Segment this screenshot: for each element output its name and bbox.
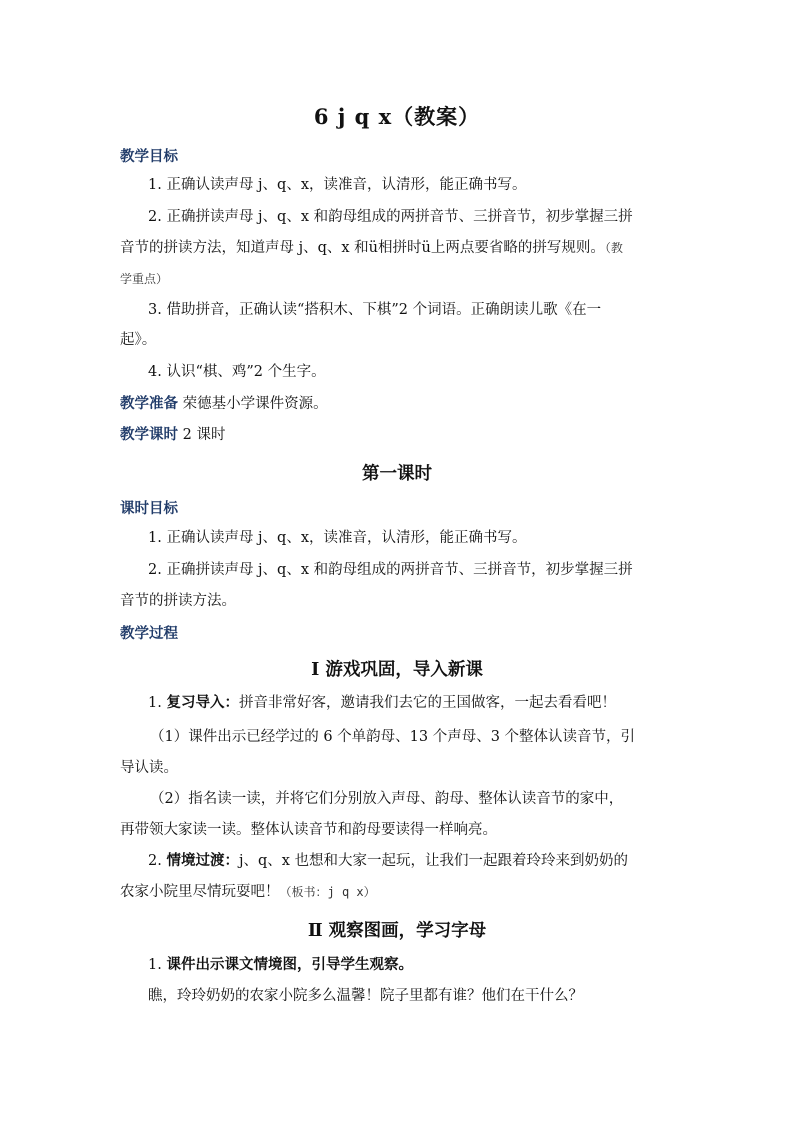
part-1-sub-2-line-1: （2）指名读一读，并将它们分别放入声母、韵母、整体认读音节的家中， — [150, 791, 624, 807]
part-1-item-1 — [148, 693, 616, 713]
teaching-hours-text: 2 课时 — [182, 427, 226, 443]
part-1-item-2-line-2 — [120, 882, 376, 902]
part-1-item-1-num: 1. — [148, 695, 162, 711]
part-1-item-2-lead: 情境过渡： — [166, 852, 239, 869]
lesson-objective-2-line-2: 音节的拼读方法。 — [120, 593, 236, 609]
part-2-question: 瞧，玲玲奶奶的农家小院多么温馨！院子里都有谁？他们在干什么？ — [148, 988, 583, 1004]
part-1-item-2 — [148, 851, 628, 871]
part-2-item-1-num: 1. — [148, 957, 162, 973]
part-1-sub-1-line-2: 导认读。 — [120, 760, 178, 776]
part-1-item-1-lead: 复习导入： — [166, 694, 239, 711]
part-2-heading: Ⅱ 观察图画，学习字母 — [307, 921, 487, 941]
lesson-objective-1: 1. 正确认读声母 j、q、x，读准音，认清形，能正确书写。 — [148, 530, 527, 546]
part-1-sub-1-line-1: （1）课件出示已经学过的 6 个单韵母、13 个声母、3 个整体认读音节，引 — [150, 729, 636, 745]
part-1-sub-2-line-2: 再带领大家读一读。整体认读音节和韵母要读得一样响亮。 — [120, 822, 497, 838]
objective-4: 4. 认识“棋、鸡”2 个生字。 — [148, 364, 326, 380]
part-1-item-1-text: 拼音非常好客，邀请我们去它的王国做客，一起去看看吧！ — [238, 695, 616, 711]
part-1-heading: Ⅰ 游戏巩固，导入新课 — [311, 660, 483, 680]
label-lesson-objectives: 课时目标 — [120, 501, 178, 517]
part-1-item-2-cont: 农家小院里尽情玩耍吧！ — [120, 884, 280, 900]
part-1-item-2-num: 2. — [148, 853, 162, 869]
objective-2-line-1: 2. 正确拼读声母 j、q、x 和韵母组成的两拼音节、三拼音节，初步掌握三拼 — [148, 209, 633, 225]
document-title: 6 j q x（教案） — [313, 104, 481, 129]
lesson-1-heading: 第一课时 — [362, 464, 432, 484]
objective-2-text: 音节的拼读方法，知道声母 j、q、x 和ü相拼时ü上两点要省略的拼写规则。 — [120, 240, 605, 256]
objective-3-line-2: 起》。 — [120, 332, 157, 348]
teaching-hours — [120, 425, 225, 445]
label-teaching-prep: 教学准备 — [120, 396, 178, 412]
objective-2-line-3: 学重点） — [120, 272, 169, 286]
objective-2-note: （教 — [604, 241, 623, 255]
label-teaching-process: 教学过程 — [120, 626, 178, 642]
objective-1: 1. 正确认读声母 j、q、x，读准音，认清形，能正确书写。 — [148, 177, 527, 193]
teaching-prep-text: 荣德基小学课件资源。 — [182, 396, 328, 412]
lesson-objective-2-line-1: 2. 正确拼读声母 j、q、x 和韵母组成的两拼音节、三拼音节，初步掌握三拼 — [148, 562, 633, 578]
blackboard-note: （板书：j q x） — [279, 885, 376, 899]
objective-3-line-1: 3. 借助拼音，正确认读“搭积木、下棋”2 个词语。正确朗读儿歌《在一 — [148, 302, 602, 318]
label-teaching-hours: 教学课时 — [120, 427, 178, 443]
part-2-item-1 — [148, 955, 413, 975]
teaching-prep — [120, 394, 328, 414]
objective-2-line-2 — [120, 238, 623, 258]
part-2-item-1-text: 课件出示课文情境图，引导学生观察。 — [166, 956, 413, 973]
label-teaching-objectives: 教学目标 — [120, 149, 178, 165]
part-1-item-2-text: j、q、x 也想和大家一起玩，让我们一起跟着玲玲来到奶奶的 — [238, 853, 629, 869]
